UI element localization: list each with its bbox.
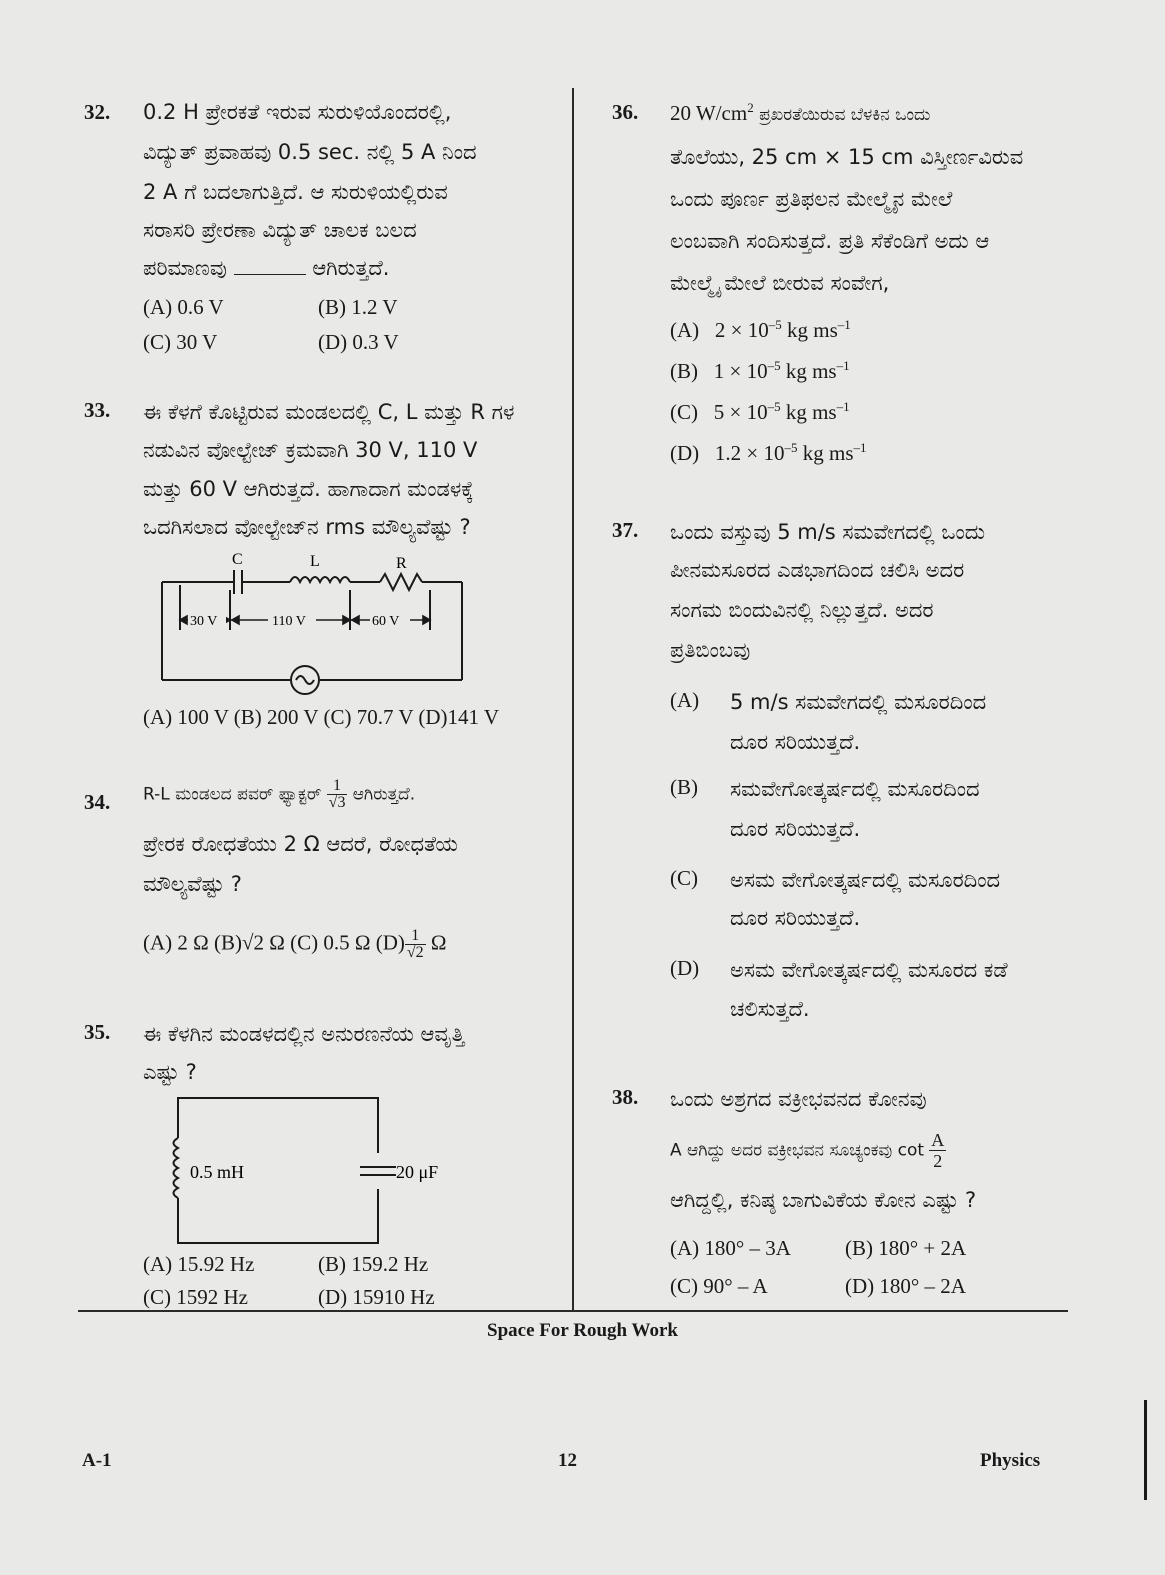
option-value: 2 × 10: [714, 318, 769, 342]
option-label-a: (A): [670, 688, 700, 712]
option-value: 1 × 10: [713, 359, 768, 383]
option-label: (B): [670, 359, 698, 383]
option-d: (D) 15910 Hz: [318, 1285, 435, 1309]
fraction: [405, 928, 426, 961]
question-text: ಮೇಲ್ಮೈ ಮೇಲೆ ಬೀರುವ ಸಂವೇಗ,: [670, 271, 890, 295]
option-d: (D) 180° – 2A: [845, 1274, 966, 1298]
bottom-rule: [78, 1310, 1068, 1312]
superscript: –5: [768, 317, 782, 332]
column-divider: [572, 88, 574, 1310]
option-a: (A) 15.92 Hz: [143, 1252, 255, 1276]
option-c-text: ದೂರ ಸರಿಯುತ್ತದೆ.: [730, 906, 861, 930]
option-a: (A) 180° – 3A: [670, 1236, 791, 1260]
question-text-part: 20 W/cm: [670, 101, 748, 125]
option-label-c: (C): [670, 866, 698, 890]
question-text: ವಿದ್ಯುತ್ ಪ್ರವಾಹವು 0.5 sec. ನಲ್ಲಿ 5 A ನಿಂದ: [143, 140, 477, 164]
superscript: –5: [767, 358, 781, 373]
fraction-numerator: A: [931, 1130, 945, 1150]
question-text: ಸರಾಸರಿ ಪ್ರೇರಣಾ ವಿದ್ಯುತ್ ಚಾಲಕ ಬಲದ: [143, 218, 417, 242]
option-value: 1.2 × 10: [714, 441, 785, 465]
rlc-series-circuit-diagram: [150, 550, 470, 700]
question-text-part: R-L ಮಂಡಲದ ಪವರ್ ಫ್ಯಾಕ್ಟರ್: [143, 784, 322, 805]
option-c: (C) 1592 Hz: [143, 1285, 248, 1309]
question-text: ತೊಲೆಯು, 25 cm × 15 cm ವಿಸ್ತೀರ್ಣವಿರುವ: [670, 145, 1024, 169]
option-d-text: ಚಲಿಸುತ್ತದೆ.: [730, 997, 810, 1021]
question-number: 32.: [84, 100, 111, 124]
question-text: ಮೌಲ್ಯವೆಷ್ಟು ?: [143, 872, 242, 896]
option-b: (B) 1.2 V: [318, 295, 398, 319]
fraction: [929, 1130, 946, 1171]
option-d-text: ಅಸಮ ವೇಗೋತ್ಕರ್ಷದಲ್ಲಿ ಮಸೂರದ ಕಡೆ: [730, 958, 1008, 982]
question-text-part: ಆಗಿರುತ್ತದೆ.: [312, 256, 390, 280]
subject-name: Physics: [980, 1450, 1041, 1471]
question-text: ನಡುವಿನ ವೋಲ್ಟೇಜ್ ಕ್ರಮವಾಗಿ 30 V, 110 V: [143, 438, 478, 462]
capacitor-label: C: [232, 551, 243, 568]
inductor-label: L: [310, 553, 320, 570]
question-text: ಲಂಬವಾಗಿ ಸಂದಿಸುತ್ತದೆ. ಪ್ರತಿ ಸೆಕೆಂಡಿಗೆ ಅದು ಆ: [670, 229, 990, 253]
option-label-b: (B): [670, 775, 698, 799]
superscript: –1: [837, 317, 851, 332]
question-text-part: ಪ್ರಖರತೆಯಿರುವ ಬೆಳಕಿನ ಒಂದು: [753, 105, 931, 125]
question-text: ಈ ಕೆಳಗಿನ ಮಂಡಳದಲ್ಲಿನ ಅನುರಣನೆಯ ಆವೃತ್ತಿ: [143, 1022, 465, 1046]
question-text: ಎಷ್ಟು ?: [143, 1060, 197, 1084]
superscript: –5: [784, 440, 798, 455]
superscript: –5: [767, 399, 781, 414]
question-text: ಒಂದು ಅಶ್ರಗದ ವಕ್ರೀಭವನದ ಕೋನವು: [670, 1087, 927, 1111]
voltage-r-label: 60 V: [372, 614, 400, 629]
option-label: (C): [670, 400, 698, 424]
question-text: ಒಂದು ಪೂರ್ಣ ಪ್ರತಿಫಲನ ಮೇಲ್ಮೈನ ಮೇಲೆ: [670, 187, 953, 211]
superscript: –1: [836, 358, 850, 373]
option-c-text: ಅಸಮ ವೇಗೋತ್ಕರ್ಷದಲ್ಲಿ ಮಸೂರದಿಂದ: [730, 868, 1001, 892]
option-d: [670, 440, 867, 466]
question-number: 34.: [84, 790, 111, 814]
question-text: ಪ್ರತಿಬಿಂಬವು: [670, 638, 751, 662]
fraction-numerator: 1: [327, 778, 348, 795]
option-unit: kg ms: [797, 441, 854, 465]
option-a: (A) 0.6 V: [143, 295, 224, 319]
superscript: –1: [853, 440, 867, 455]
option-unit: kg ms: [781, 318, 838, 342]
capacitor-value-label: 20 μF: [396, 1162, 439, 1182]
fraction-denominator: √3: [328, 794, 346, 811]
option-c: [670, 399, 850, 425]
question-text: 2 A ಗೆ ಬದಲಾಗುತ್ತಿದೆ. ಆ ಸುರುಳಿಯಲ್ಲಿರುವ: [143, 180, 448, 204]
lc-circuit-diagram: [170, 1093, 470, 1248]
voltage-c-label: 30 V: [190, 614, 218, 629]
options-line: (A) 100 V (B) 200 V (C) 70.7 V (D)141 V: [143, 705, 500, 729]
option-label: (D): [670, 441, 700, 465]
fraction-denominator: 2: [933, 1151, 943, 1171]
options-line: [143, 928, 447, 961]
unit: Ω: [430, 930, 447, 955]
option-c: (C) 90° – A: [670, 1274, 768, 1298]
fraction: [327, 778, 348, 811]
question-text: [143, 256, 389, 281]
question-text: [670, 1130, 946, 1171]
question-text-part: ಆಗಿರುತ್ತದೆ.: [352, 784, 416, 805]
option-unit: kg ms: [780, 359, 837, 383]
superscript: 2: [747, 100, 754, 115]
option-a-text: ದೂರ ಸರಿಯುತ್ತದೆ.: [730, 730, 861, 754]
option-b-text: ದೂರ ಸರಿಯುತ್ತದೆ.: [730, 817, 861, 841]
option-b: (B) 180° + 2A: [845, 1236, 967, 1260]
resistor-label: R: [396, 555, 407, 572]
fraction-denominator: √2: [406, 944, 424, 961]
question-number: 36.: [612, 100, 639, 124]
question-text-part: ಪರಿಮಾಣವು: [143, 256, 227, 280]
question-number: 33.: [84, 398, 111, 422]
question-text: [143, 778, 415, 811]
options-text: (A) 2 Ω (B)√2 Ω (C) 0.5 Ω (D): [143, 930, 405, 955]
question-number: 37.: [612, 518, 639, 542]
option-label: (A): [670, 318, 700, 342]
question-text: ಸಂಗಮ ಬಿಂದುವಿನಲ್ಲಿ ನಿಲ್ಲುತ್ತದೆ. ಅದರ: [670, 598, 934, 622]
inductor-value-label: 0.5 mH: [190, 1162, 244, 1182]
question-number: 38.: [612, 1085, 639, 1109]
question-text: ಮತ್ತು 60 V ಆಗಿರುತ್ತದೆ. ಹಾಗಾದಾಗ ಮಂಡಳಕ್ಕೆ: [143, 477, 474, 501]
question-text: ಒಂದು ವಸ್ತುವು 5 m/s ಸಮವೇಗದಲ್ಲಿ ಒಂದು: [670, 520, 986, 544]
question-number: 35.: [84, 1020, 111, 1044]
option-value: 5 × 10: [713, 400, 768, 424]
option-b: (B) 159.2 Hz: [318, 1252, 429, 1276]
paper-code: A-1: [82, 1450, 112, 1471]
option-label-d: (D): [670, 956, 700, 980]
question-text-part: A ಆಗಿದ್ದು ಅದರ ವಕ್ರೀಭವನ ಸೂಚ್ಯಂಕವು cot: [670, 1140, 925, 1161]
question-text: ಪ್ರೇರಕ ರೋಧತೆಯು 2 Ω ಆದರೆ, ರೋಧತೆಯ: [143, 832, 458, 856]
option-a: [670, 317, 851, 343]
option-b: [670, 358, 850, 384]
option-c: (C) 30 V: [143, 330, 218, 354]
margin-mark: [1144, 1400, 1147, 1500]
question-text: ಆಗಿದ್ದಲ್ಲಿ, ಕನಿಷ್ಠ ಬಾಗುವಿಕೆಯ ಕೋನ ಎಷ್ಟು ?: [670, 1188, 977, 1212]
question-text: ಒದಗಿಸಲಾದ ವೋಲ್ಟೇಜ್‌ನ rms ಮೌಲ್ಯವೆಷ್ಟು ?: [143, 515, 471, 539]
question-text: ಪೀನಮಸೂರದ ಎಡಭಾಗದಿಂದ ಚಲಿಸಿ ಅದರ: [670, 558, 965, 582]
answer-blank: [234, 256, 306, 275]
option-unit: kg ms: [780, 400, 837, 424]
option-d: (D) 0.3 V: [318, 330, 399, 354]
fraction-numerator: 1: [405, 928, 426, 945]
page-number: 12: [558, 1450, 577, 1471]
question-text: 0.2 H ಪ್ರೇರಕತೆ ಇರುವ ಸುರುಳಿಯೊಂದರಲ್ಲಿ,: [143, 100, 452, 124]
rough-work-heading: Space For Rough Work: [487, 1320, 678, 1341]
voltage-l-label: 110 V: [272, 614, 306, 629]
superscript: –1: [836, 399, 850, 414]
question-text: ಈ ಕೆಳಗೆ ಕೊಟ್ಟಿರುವ ಮಂಡಲದಲ್ಲಿ C, L ಮತ್ತು R ಗಳ: [143, 400, 515, 424]
question-text: [670, 100, 930, 126]
option-a-text: 5 m/s ಸಮವೇಗದಲ್ಲಿ ಮಸೂರದಿಂದ: [730, 690, 987, 714]
option-b-text: ಸಮವೇಗೋತ್ಕರ್ಷದಲ್ಲಿ ಮಸೂರದಿಂದ: [730, 777, 980, 801]
